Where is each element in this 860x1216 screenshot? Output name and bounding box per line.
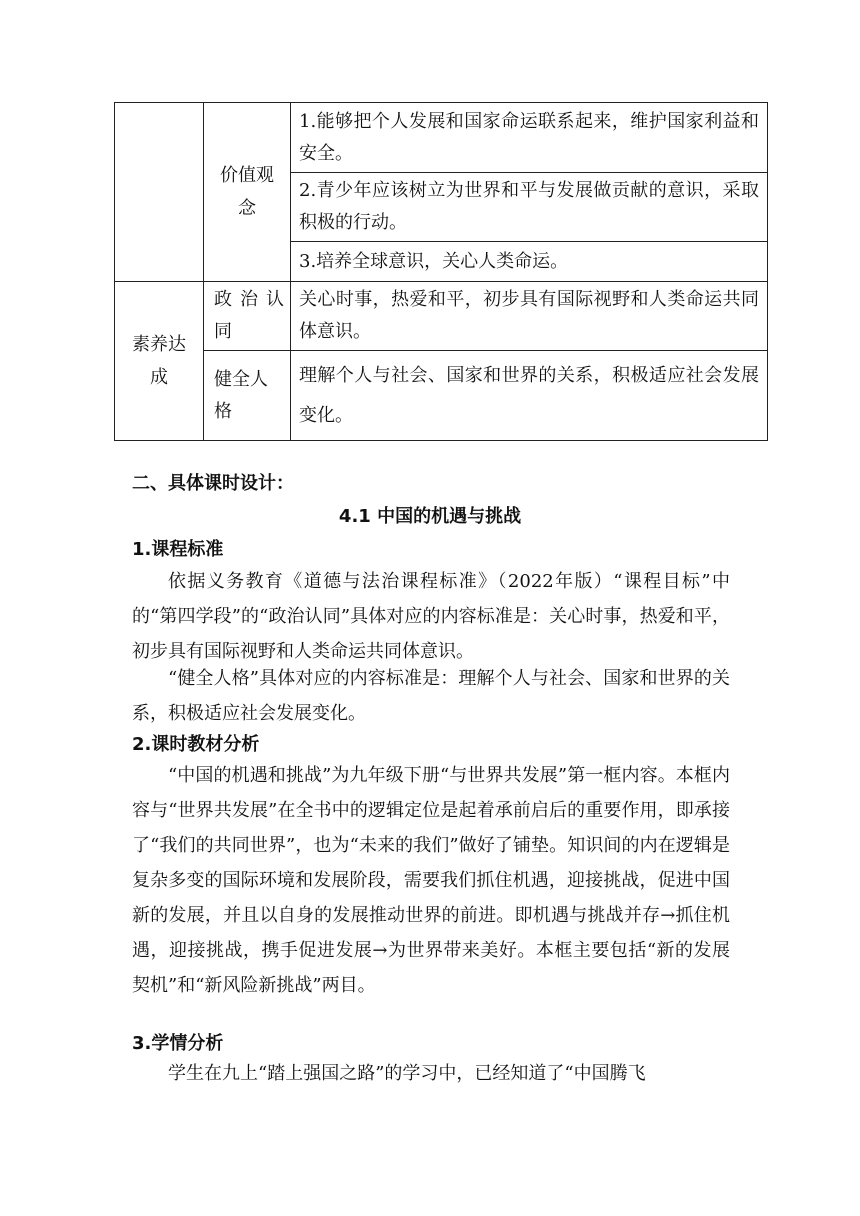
personality-label: 健全人格 <box>214 368 268 422</box>
section-heading-students: 3.学情分析 <box>132 1033 224 1054</box>
political-label-cell <box>204 282 291 351</box>
political-label: 政治认同 <box>214 289 284 342</box>
values-item-3: 3.培养全球意识，关心人类命运。 <box>291 242 768 282</box>
table-row <box>115 282 768 351</box>
section-heading-analysis: 2.课时教材分析 <box>132 734 260 755</box>
section-heading: 二、具体课时设计： <box>132 473 294 494</box>
personality-text: 理解个人与社会、国家和世界的关系，积极适应社会发展变化。 <box>291 351 768 441</box>
values-label-cell <box>204 103 291 282</box>
paragraph: “中国的机遇和挑战”为九年级下册“与世界共发展”第一框内容。本框内容与“世界共发展”在全书中的逻辑定位是起着承前启后的重要作用，即承接了“我们的共同世界”，也为“未来的我们”做好了铺垫。知识间的内在逻辑是复杂多变的国际环境和发展阶段，需要我们抓住机遇，迎接挑战，促进中国新的发展，并且以自身的发展推动世界的前进。即机遇与挑战并存→抓住机遇，迎接挑战，携手促进发展→为世界带来美好。本框主要包括“新的发展契机”和“新风险新挑战”两目。 <box>132 765 730 996</box>
table-row <box>115 103 768 173</box>
section-heading-standards: 1.课程标准 <box>132 539 224 560</box>
personality-label-cell <box>204 351 291 441</box>
table-row <box>115 351 768 441</box>
literacy-label-cell <box>115 282 204 441</box>
values-item-1: 1.能够把个人发展和国家命运联系起来，维护国家利益和安全。 <box>291 103 768 173</box>
values-label: 价值观念 <box>220 165 274 219</box>
values-item-2: 2.青少年应该树立为世界和平与发展做贡献的意识，采取积极的行动。 <box>291 173 768 242</box>
empty-category-cell <box>115 103 204 282</box>
political-text: 关心时事，热爱和平，初步具有国际视野和人类命运共同体意识。 <box>291 282 768 351</box>
paragraph: “健全人格”具体对应的内容标准是：理解个人与社会、国家和世界的关系，积极适应社会发展变化。 <box>132 668 730 724</box>
paragraph: 学生在九上“踏上强国之路”的学习中，已经知道了“中国腾飞 <box>168 1063 646 1084</box>
objectives-table <box>114 102 768 441</box>
literacy-label: 素养达成 <box>132 334 186 388</box>
lesson-title: 4.1 中国的机遇与挑战 <box>338 506 522 527</box>
paragraph: 依据义务教育《道德与法治课程标准》（2022年版）“课程目标”中的“第四学段”的“政治认同”具体对应的内容标准是：关心时事，热爱和平，初步具有国际视野和人类命运共同体意识。 <box>132 571 730 662</box>
